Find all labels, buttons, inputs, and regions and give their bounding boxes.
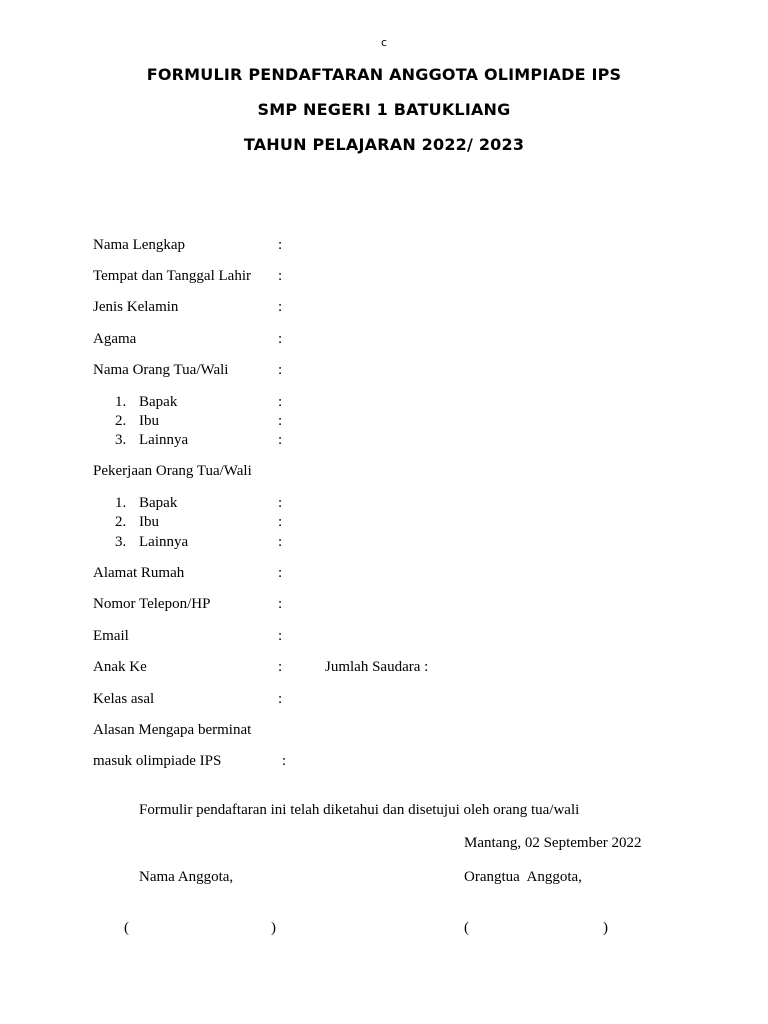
- field-colon: :: [278, 596, 283, 612]
- field-label-nama-ortu: Nama Orang Tua/Wali: [93, 362, 229, 378]
- field-label-jenis-kelamin: Jenis Kelamin: [93, 299, 179, 315]
- list-item-ibu: Ibu: [139, 514, 159, 530]
- field-colon: :: [278, 691, 283, 707]
- field-colon: :: [278, 299, 283, 315]
- field-label-kelas-asal: Kelas asal: [93, 691, 155, 707]
- field-colon: :: [278, 268, 283, 284]
- field-label-alamat: Alamat Rumah: [93, 565, 185, 581]
- field-label-alasan-line2: masuk olimpiade IPS: [93, 753, 222, 769]
- field-colon: :: [278, 565, 283, 581]
- school-name: SMP NEGERI 1 BATUKLIANG: [257, 100, 511, 119]
- signer-left-label: Nama Anggota,: [139, 869, 234, 885]
- list-item-lainnya: Lainnya: [139, 534, 189, 550]
- place-date: Mantang, 02 September 2022: [464, 835, 642, 851]
- field-label-telepon: Nomor Telepon/HP: [93, 596, 211, 612]
- list-number: 2.: [115, 413, 127, 429]
- field-colon: :: [278, 628, 283, 644]
- field-label-agama: Agama: [93, 331, 137, 347]
- field-colon: :: [278, 514, 283, 530]
- list-item-bapak: Bapak: [139, 495, 178, 511]
- field-label-anak-ke: Anak Ke: [93, 659, 147, 675]
- field-label-nama-lengkap: Nama Lengkap: [93, 237, 186, 253]
- field-colon: :: [278, 331, 283, 347]
- signer-right-label: Orangtua Anggota,: [464, 869, 582, 885]
- field-colon: :: [278, 362, 283, 378]
- form-title: FORMULIR PENDAFTARAN ANGGOTA OLIMPIADE IPS: [146, 65, 622, 84]
- list-number: 1.: [115, 495, 127, 511]
- field-colon: :: [278, 432, 283, 448]
- signature-paren-open: (: [464, 920, 469, 936]
- list-item-bapak: Bapak: [139, 394, 178, 410]
- signature-paren-open: (: [124, 920, 129, 936]
- list-number: 3.: [115, 432, 127, 448]
- signature-paren-close: ): [271, 920, 276, 936]
- list-item-lainnya: Lainnya: [139, 432, 189, 448]
- field-colon: :: [278, 534, 283, 550]
- list-number: 1.: [115, 394, 127, 410]
- academic-year: TAHUN PELAJARAN 2022/ 2023: [243, 135, 525, 154]
- top-mark: c: [380, 36, 388, 49]
- list-number: 2.: [115, 514, 127, 530]
- field-colon: :: [278, 659, 283, 675]
- list-item-ibu: Ibu: [139, 413, 159, 429]
- signature-paren-close: ): [603, 920, 608, 936]
- field-colon: :: [278, 237, 283, 253]
- approval-statement: Formulir pendaftaran ini telah diketahui dan disetujui oleh orang tua/wali: [139, 802, 580, 818]
- field-label-pekerjaan-ortu: Pekerjaan Orang Tua/Wali: [93, 463, 252, 479]
- field-label-ttl: Tempat dan Tanggal Lahir: [93, 268, 251, 284]
- field-colon: :: [278, 495, 283, 511]
- list-number: 3.: [115, 534, 127, 550]
- field-label-email: Email: [93, 628, 129, 644]
- field-label-alasan-line1: Alasan Mengapa berminat: [93, 722, 252, 738]
- field-colon: :: [278, 413, 283, 429]
- field-label-jumlah-saudara: Jumlah Saudara :: [325, 659, 429, 675]
- field-colon: :: [282, 753, 287, 769]
- field-colon: :: [278, 394, 283, 410]
